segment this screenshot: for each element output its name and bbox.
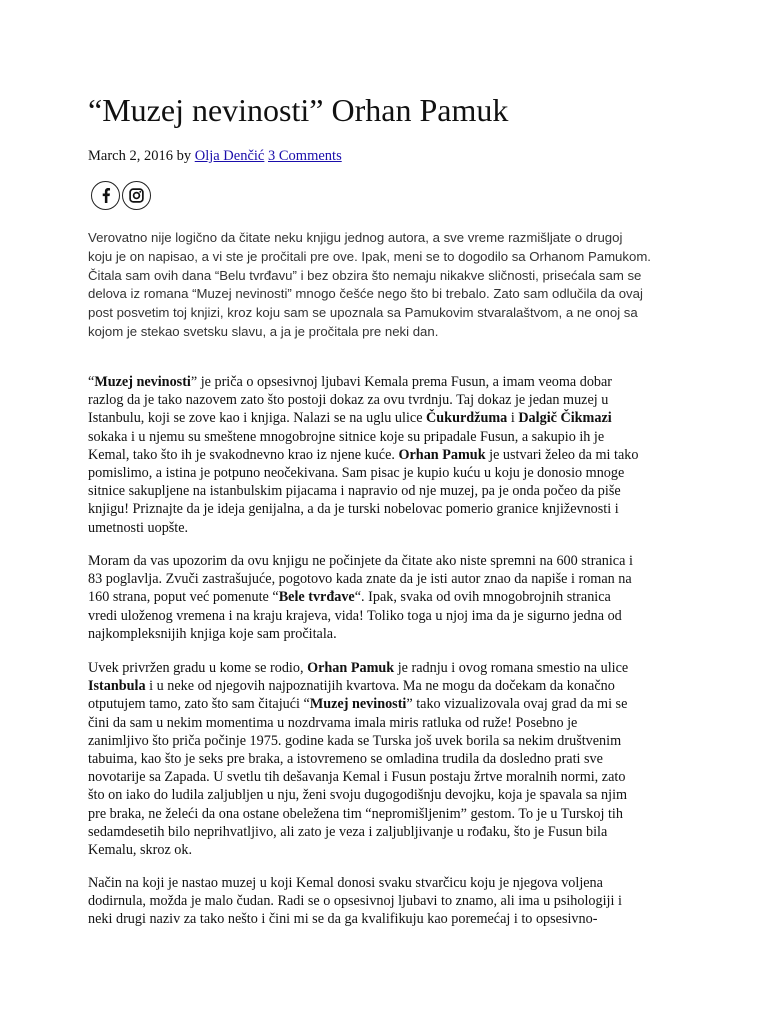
emphasized-term: Istanbula: [88, 678, 146, 695]
facebook-icon: [101, 188, 111, 203]
intro-line: post posvetim toj knjizi, kroz koju sam se upoznala sa Pamukovim stvaralaštvom, a ne onoj sa: [88, 305, 638, 321]
body-paragraph-1: [88, 373, 682, 537]
emphasized-term: Muzej nevinosti: [94, 374, 191, 390]
text-line: Uvek privržen gradu u kome se rodio, Orhan Pamuk je radnju i ovog romana smestio na ulice: [88, 660, 629, 676]
page-title: “Muzej nevinosti” Orhan Pamuk: [88, 92, 509, 128]
body-paragraph-2: [88, 552, 682, 643]
emphasized-term: Orhan Pamuk: [307, 660, 395, 676]
instagram-icon: [129, 188, 144, 203]
social-share: [91, 181, 151, 210]
intro-line: koju je on napisao, a vi ste je pročitali pre ove. Ipak, meni se to dogodilo sa Orhanom Pamukom.: [88, 248, 651, 264]
emphasized-term: Bele tvrđave: [278, 589, 355, 606]
intro-paragraph: [88, 229, 680, 342]
text-line: sedamdesetih bilo neprihvatljivo, ali zato je veza i zaljubljivanje u rođaku, što je Fusun bila: [88, 823, 608, 840]
text-line: Kemalu, skroz ok.: [88, 842, 193, 859]
text-line: knjigu! Priznajte da je ideja genijalna, a da je turski nobelovac pomerio granice književnosti i: [88, 501, 619, 518]
emphasized-term: Muzej nevinosti: [309, 696, 407, 713]
emphasized-term: Orhan Pamuk: [398, 446, 486, 463]
text-line: Kemal, tako što ih je svakodnevno krao iz njene kuće. Orhan Pamuk je ustvari želeo da mi tako: [88, 446, 639, 463]
text-line: neki drugi naziv za tako nešto i čini mi se da ga kvalifikuju kao poremećaj i to opsesivno-: [88, 911, 598, 928]
intro-line: delova iz romana “Muzej nevinosti” mnogo češće nego što bi trebalo. Zato sam odlučila da ovaj: [88, 286, 643, 302]
text-line: dodirnula, možda je malo čudan. Radi se o opsesivnoj ljubavi to znamo, ali ima u psihologiji i: [88, 893, 622, 910]
intro-line: Čitala sam ovih dana “Belu tvrđavu” i bez obzira što nemaju nikakve sličnosti, prisećala sam se: [88, 267, 642, 283]
text-line: sokaka i u njemu su smeštene mnogobrojne sitnice koje su pripadale Fusun, a sakupio ih je: [88, 428, 605, 445]
text-line: sitnice sakupljene na istanbulskim pijacama i napravio od nje muzej, pa je onda počeo da piše: [88, 483, 621, 500]
author-link[interactable]: Olja Denčić: [194, 148, 265, 164]
text-line: zanimljivo što priča počinje 1975. godine kada se Turska još uvek borila sa nekim društvenim: [88, 732, 622, 749]
by-label: by: [176, 148, 192, 164]
text-line: otputujem tamo, zato što sam čitajući “Muzej nevinosti” tako vizualizovala ovaj grad da mi se: [88, 696, 628, 713]
text-line: 83 poglavlja. Zvuči zastrašujuće, pogotovo kada znate da je isti autor znao da napiše i roman na: [88, 571, 632, 588]
text-line: 160 strana, poput već pomenute “Bele tvrđave“. Ipak, svaka od ovih mnogobrojnih stranica: [88, 589, 611, 606]
post-date: March 2, 2016: [88, 148, 173, 164]
comments-link[interactable]: 3 Comments: [268, 148, 342, 164]
text-line: “Muzej nevinosti” je priča o opsesivnoj ljubavi Kemala prema Fusun, a imam veoma dobar: [88, 374, 613, 390]
text-line: umetnosti uopšte.: [88, 519, 189, 536]
text-line: Način na koji je nastao muzej u koji Kemal donosi svaku stvarčicu koju je njegova voljena: [88, 875, 603, 891]
text-line: najkompleksnijih knjiga koje sam pročitala.: [88, 625, 337, 642]
instagram-button[interactable]: [122, 181, 151, 210]
text-line: Istanbula i u neke od njegovih najpoznatijih kvartova. Ma ne mogu da dočekam da konačno: [88, 678, 615, 695]
intro-line: Verovatno nije logično da čitate neku knjigu jednog autora, a sve vreme razmišljate o drugoj: [88, 230, 623, 245]
post-meta: [88, 146, 342, 166]
text-line: tabuima, kao što je seks pre braka, a istovremeno se omladina trudila da dosledno prati sve: [88, 751, 603, 768]
text-line: vredi uloženog vremena i na kraju krajeva, vida! Toliko toga u njoj ima da je sigurno jedna od: [88, 607, 622, 624]
emphasized-term: Dalgič Čikmazi: [518, 410, 612, 427]
text-line: pre braka, ne želeći da ona ostane obeležena tim “nepromišljenim” gestom. To je u Turskoj tih: [88, 805, 623, 822]
emphasized-term: Čukurdžuma: [426, 410, 508, 427]
text-line: čini da sam u nekim momentima u nozdrvama imala miris ratluka od ruže! Posebno je: [88, 714, 578, 731]
text-line: pomislimo, a istina je potpuno neočekivana. Sam pisac je kupio kuću u koju je donosio mnoge: [88, 465, 625, 482]
body-paragraph-4: [88, 874, 682, 929]
text-line: što on iako do ludila zaljubljen u nju, ženi svoju dugogodišnju devojku, koja je spavala sa njim: [88, 787, 628, 804]
text-line: novotarije sa Zapada. U svetlu tih dešavanja Kemal i Fusun postaju žrtve moralnih normi, zato: [88, 769, 626, 786]
text-line: razlog da je tako nazovem zato što postoji dokaz za ovu tvrdnju. Taj dokaz je jedan muzej u: [88, 392, 609, 409]
intro-line: kojom je stekao svetsku slavu, a ja je pročitala pre neki dan.: [88, 323, 439, 339]
text-line: Istanbulu, koji se zove kao i knjiga. Nalazi se na uglu ulice Čukurdžuma i Dalgič Čikmazi: [88, 410, 612, 427]
facebook-button[interactable]: [91, 181, 120, 210]
body-paragraph-3: [88, 659, 682, 859]
text-line: Moram da vas upozorim da ovu knjigu ne počinjete da čitate ako niste spremni na 600 stranica i: [88, 553, 633, 569]
